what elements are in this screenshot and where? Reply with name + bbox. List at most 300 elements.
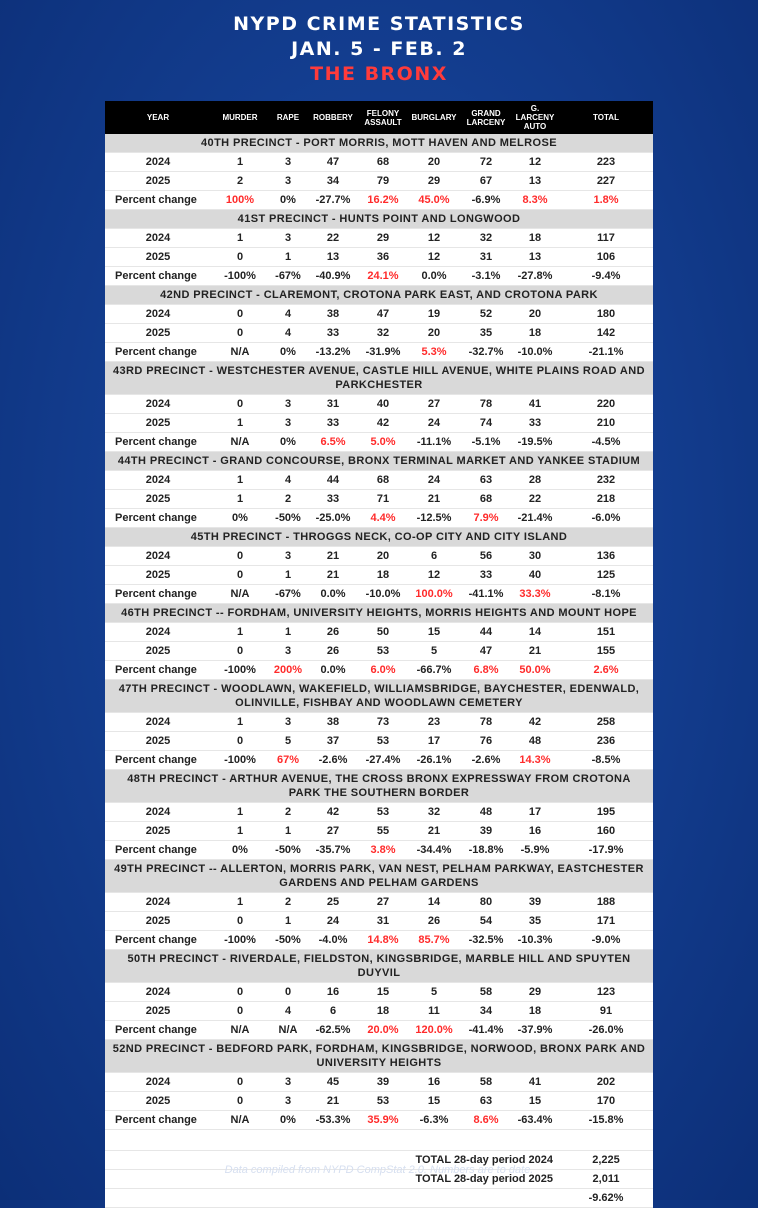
table-cell: 8.6% xyxy=(461,1111,511,1130)
table-cell: -10.3% xyxy=(511,931,559,950)
table-cell: 45 xyxy=(307,1073,359,1092)
precinct-name: 48TH PRECINCT - ARTHUR AVENUE, THE CROSS BRONX EXPRESSWAY FROM CROTONA PARK THE SOUTHERN BORDER xyxy=(105,770,653,803)
table-cell: 34 xyxy=(307,172,359,191)
table-cell: 76 xyxy=(461,732,511,751)
table-cell: 0 xyxy=(211,1073,269,1092)
table-cell: 0 xyxy=(211,1002,269,1021)
row-label: 2024 xyxy=(105,229,211,248)
table-cell: 0 xyxy=(211,642,269,661)
table-cell: -50% xyxy=(269,841,307,860)
table-cell: N/A xyxy=(211,1111,269,1130)
table-cell: 12 xyxy=(407,248,461,267)
year-row xyxy=(105,1073,653,1092)
table-cell: 13 xyxy=(511,172,559,191)
table-cell: 0 xyxy=(211,547,269,566)
row-label: 2025 xyxy=(105,324,211,343)
table-cell: 1 xyxy=(269,822,307,841)
table-cell: 1 xyxy=(211,414,269,433)
table-cell: -100% xyxy=(211,661,269,680)
percent-change-row xyxy=(105,433,653,452)
table-cell: 6.0% xyxy=(359,661,407,680)
table-cell: 67% xyxy=(269,751,307,770)
table-cell: 25 xyxy=(307,893,359,912)
table-cell: 35 xyxy=(511,912,559,931)
footnote: Data compiled from NYPD CompStat 2.0. Numbers are to date. xyxy=(224,1164,534,1176)
table-cell: 39 xyxy=(359,1073,407,1092)
table-cell: 220 xyxy=(559,395,653,414)
table-cell: 30 xyxy=(511,547,559,566)
precinct-header-row xyxy=(105,134,653,153)
table-cell: -66.7% xyxy=(407,661,461,680)
table-cell: 16 xyxy=(511,822,559,841)
table-cell: 26 xyxy=(307,623,359,642)
table-cell: -25.0% xyxy=(307,509,359,528)
table-cell: 78 xyxy=(461,713,511,732)
year-row xyxy=(105,983,653,1002)
table-cell: 3.8% xyxy=(359,841,407,860)
table-cell: -32.7% xyxy=(461,343,511,362)
row-label: 2025 xyxy=(105,732,211,751)
title-line-1: NYPD CRIME STATISTICS xyxy=(233,13,525,35)
table-cell: 37 xyxy=(307,732,359,751)
table-cell: 53 xyxy=(359,642,407,661)
column-header: G. LARCENY AUTO xyxy=(515,104,555,131)
total-value: -9.62% xyxy=(559,1189,653,1208)
table-cell: 2 xyxy=(269,490,307,509)
table-cell: N/A xyxy=(269,1021,307,1040)
table-cell: 31 xyxy=(307,395,359,414)
table-cell: -31.9% xyxy=(359,343,407,362)
table-cell: 34 xyxy=(461,1002,511,1021)
precinct-header-row xyxy=(105,860,653,893)
table-cell: 38 xyxy=(307,713,359,732)
precinct-name: 50TH PRECINCT - RIVERDALE, FIELDSTON, KINGSBRIDGE, MARBLE HILL AND SPUYTEN DUYVIL xyxy=(105,950,653,983)
table-cell: 6 xyxy=(407,547,461,566)
table-cell: 80 xyxy=(461,893,511,912)
table-cell: 47 xyxy=(359,305,407,324)
title-borough: THE BRONX xyxy=(310,63,448,85)
table-cell: 170 xyxy=(559,1092,653,1111)
table-cell: 0 xyxy=(211,732,269,751)
table-cell: 42 xyxy=(511,713,559,732)
table-cell: 1 xyxy=(269,912,307,931)
table-cell: 18 xyxy=(511,1002,559,1021)
table-cell: 2.6% xyxy=(559,661,653,680)
table-cell: 3 xyxy=(269,547,307,566)
table-cell: 20.0% xyxy=(359,1021,407,1040)
year-row xyxy=(105,1092,653,1111)
table-cell: 1 xyxy=(211,893,269,912)
table-cell: 0 xyxy=(211,566,269,585)
year-row xyxy=(105,822,653,841)
table-cell: -15.8% xyxy=(559,1111,653,1130)
table-cell: 18 xyxy=(511,324,559,343)
table-cell: 15 xyxy=(407,623,461,642)
table-cell: 39 xyxy=(511,893,559,912)
table-cell: 44 xyxy=(307,471,359,490)
row-label: 2025 xyxy=(105,414,211,433)
table-cell: 1 xyxy=(269,623,307,642)
row-label: Percent change xyxy=(105,509,211,528)
table-cell: 67 xyxy=(461,172,511,191)
total-value: 2,011 xyxy=(559,1170,653,1189)
year-row xyxy=(105,172,653,191)
table-cell: -37.9% xyxy=(511,1021,559,1040)
total-value: 2,225 xyxy=(559,1151,653,1170)
table-cell: 258 xyxy=(559,713,653,732)
row-label: 2024 xyxy=(105,1073,211,1092)
precinct-name: 47TH PRECINCT - WOODLAWN, WAKEFIELD, WILLIAMSBRIDGE, BAYCHESTER, EDENWALD, OLINVILLE, FISHBAY AND WOODLAWN CEMETERY xyxy=(105,680,653,713)
table-cell: 232 xyxy=(559,471,653,490)
table-cell: 21 xyxy=(307,566,359,585)
table-cell: -6.9% xyxy=(461,191,511,210)
table-cell: -11.1% xyxy=(407,433,461,452)
table-cell: 6.5% xyxy=(307,433,359,452)
table-cell: 4 xyxy=(269,305,307,324)
table-cell: 7.9% xyxy=(461,509,511,528)
precinct-header-row xyxy=(105,604,653,623)
table-cell: -21.1% xyxy=(559,343,653,362)
table-cell: 26 xyxy=(407,912,461,931)
table-cell: 63 xyxy=(461,471,511,490)
year-row xyxy=(105,229,653,248)
table-cell: 33 xyxy=(307,324,359,343)
table-cell: 180 xyxy=(559,305,653,324)
year-row xyxy=(105,305,653,324)
table-cell: 6 xyxy=(307,1002,359,1021)
table-cell: 1.8% xyxy=(559,191,653,210)
table-cell: -18.8% xyxy=(461,841,511,860)
table-cell: 12 xyxy=(407,566,461,585)
table-cell: 0.0% xyxy=(407,267,461,286)
table-cell: 14.8% xyxy=(359,931,407,950)
table-cell: 6.8% xyxy=(461,661,511,680)
year-row xyxy=(105,324,653,343)
year-row xyxy=(105,414,653,433)
table-cell: 202 xyxy=(559,1073,653,1092)
table-cell: -34.4% xyxy=(407,841,461,860)
table-cell: 3 xyxy=(269,414,307,433)
header xyxy=(0,12,758,87)
table-cell: 200% xyxy=(269,661,307,680)
table-cell: 2 xyxy=(211,172,269,191)
table-cell: 16.2% xyxy=(359,191,407,210)
table-cell: 120.0% xyxy=(407,1021,461,1040)
row-label: 2025 xyxy=(105,1002,211,1021)
table-cell: 24.1% xyxy=(359,267,407,286)
table-cell: -2.6% xyxy=(307,751,359,770)
table-cell: 3 xyxy=(269,153,307,172)
row-label: 2024 xyxy=(105,983,211,1002)
year-row xyxy=(105,395,653,414)
table-cell: 5 xyxy=(269,732,307,751)
table-cell: 58 xyxy=(461,983,511,1002)
precinct-name: 52ND PRECINCT - BEDFORD PARK, FORDHAM, KINGSBRIDGE, NORWOOD, BRONX PARK AND UNIVERSITY HEIGHTS xyxy=(105,1040,653,1073)
table-cell: -10.0% xyxy=(359,585,407,604)
table-cell: 33 xyxy=(461,566,511,585)
table-cell: 16 xyxy=(307,983,359,1002)
table-cell: -100% xyxy=(211,931,269,950)
table-cell: 106 xyxy=(559,248,653,267)
table-cell: 15 xyxy=(511,1092,559,1111)
row-label: 2024 xyxy=(105,471,211,490)
table-cell: 3 xyxy=(269,1092,307,1111)
row-label: Percent change xyxy=(105,751,211,770)
table-cell: 58 xyxy=(461,1073,511,1092)
table-cell: 0% xyxy=(269,1111,307,1130)
table-header-row xyxy=(105,101,653,134)
table-cell: 27 xyxy=(407,395,461,414)
table-cell: N/A xyxy=(211,1021,269,1040)
precinct-header-row xyxy=(105,950,653,983)
table-cell: 0% xyxy=(269,433,307,452)
table-cell: 3 xyxy=(269,1073,307,1092)
table-cell: 0 xyxy=(211,324,269,343)
table-cell: 155 xyxy=(559,642,653,661)
table-cell: 91 xyxy=(559,1002,653,1021)
table-cell: 35 xyxy=(461,324,511,343)
percent-change-row xyxy=(105,509,653,528)
percent-change-row xyxy=(105,585,653,604)
table-cell: -41.4% xyxy=(461,1021,511,1040)
table-cell: 0% xyxy=(269,191,307,210)
row-label: Percent change xyxy=(105,1021,211,1040)
table-cell: 20 xyxy=(407,324,461,343)
table-cell: 41 xyxy=(511,395,559,414)
precinct-header-row xyxy=(105,528,653,547)
table-cell: 26 xyxy=(307,642,359,661)
row-label: 2024 xyxy=(105,803,211,822)
column-header: GRAND LARCENY xyxy=(466,108,506,127)
table-cell: 100.0% xyxy=(407,585,461,604)
precinct-header-row xyxy=(105,1040,653,1073)
table-cell: 3 xyxy=(269,172,307,191)
table-cell: 19 xyxy=(407,305,461,324)
year-row xyxy=(105,490,653,509)
column-header: RAPE xyxy=(276,113,300,122)
table-cell: -27.8% xyxy=(511,267,559,286)
table-cell: 20 xyxy=(511,305,559,324)
table-cell: 21 xyxy=(307,1092,359,1111)
table-cell: 31 xyxy=(359,912,407,931)
table-cell: 17 xyxy=(407,732,461,751)
table-cell: -100% xyxy=(211,267,269,286)
table-cell: 48 xyxy=(461,803,511,822)
precinct-name: 40TH PRECINCT - PORT MORRIS, MOTT HAVEN AND MELROSE xyxy=(105,134,653,153)
table-cell: -27.7% xyxy=(307,191,359,210)
table-cell: 48 xyxy=(511,732,559,751)
table-cell: 22 xyxy=(307,229,359,248)
table-cell: 0 xyxy=(211,1092,269,1111)
table-cell: 18 xyxy=(359,566,407,585)
table-cell: -19.5% xyxy=(511,433,559,452)
table-cell: 123 xyxy=(559,983,653,1002)
table-cell: 73 xyxy=(359,713,407,732)
table-cell: 40 xyxy=(359,395,407,414)
table-cell: -6.0% xyxy=(559,509,653,528)
precinct-header-row xyxy=(105,680,653,713)
table-cell: 0% xyxy=(269,343,307,362)
table-cell: 20 xyxy=(407,153,461,172)
table-cell: 15 xyxy=(359,983,407,1002)
table-cell: 21 xyxy=(407,822,461,841)
row-label: 2025 xyxy=(105,1092,211,1111)
table-cell: -4.5% xyxy=(559,433,653,452)
table-cell: -100% xyxy=(211,751,269,770)
table-cell: 0 xyxy=(269,983,307,1002)
table-cell: 223 xyxy=(559,153,653,172)
table-cell: 13 xyxy=(307,248,359,267)
column-header: YEAR xyxy=(146,113,170,122)
table-cell: 5 xyxy=(407,642,461,661)
year-row xyxy=(105,623,653,642)
table-cell: 21 xyxy=(511,642,559,661)
table-cell: 0.0% xyxy=(307,585,359,604)
table-cell: 71 xyxy=(359,490,407,509)
table-cell: 50.0% xyxy=(511,661,559,680)
table-cell: 27 xyxy=(359,893,407,912)
table-cell: -9.0% xyxy=(559,931,653,950)
table-cell: 1 xyxy=(211,490,269,509)
row-label: 2024 xyxy=(105,623,211,642)
table-cell: -5.9% xyxy=(511,841,559,860)
table-cell: -41.1% xyxy=(461,585,511,604)
table-cell: 3 xyxy=(269,395,307,414)
crime-table xyxy=(105,101,653,1208)
percent-change-row xyxy=(105,841,653,860)
table-cell: 55 xyxy=(359,822,407,841)
precinct-header-row xyxy=(105,452,653,471)
table-cell: 218 xyxy=(559,490,653,509)
table-cell: 32 xyxy=(359,324,407,343)
year-row xyxy=(105,803,653,822)
table-cell: 5.3% xyxy=(407,343,461,362)
table-cell: 52 xyxy=(461,305,511,324)
table-cell: 33 xyxy=(307,414,359,433)
row-label: Percent change xyxy=(105,343,211,362)
percent-change-row xyxy=(105,191,653,210)
table-cell: 1 xyxy=(211,822,269,841)
table-cell: 53 xyxy=(359,732,407,751)
table-cell: 136 xyxy=(559,547,653,566)
table-cell: -32.5% xyxy=(461,931,511,950)
year-row xyxy=(105,1002,653,1021)
column-header: ROBBERY xyxy=(313,113,353,122)
table-cell: 2 xyxy=(269,803,307,822)
table-cell: 227 xyxy=(559,172,653,191)
table-cell: 24 xyxy=(407,471,461,490)
table-cell: -6.3% xyxy=(407,1111,461,1130)
table-cell: 0 xyxy=(211,248,269,267)
table-cell: 12 xyxy=(407,229,461,248)
table-cell: 1 xyxy=(269,566,307,585)
table-cell: 0 xyxy=(211,395,269,414)
total-label: TOTAL 28-day period 2024 xyxy=(407,1151,559,1170)
table-cell: 188 xyxy=(559,893,653,912)
table-cell: 17 xyxy=(511,803,559,822)
table-cell: -67% xyxy=(269,267,307,286)
table-cell: 72 xyxy=(461,153,511,172)
table-cell: 171 xyxy=(559,912,653,931)
table-cell: 1 xyxy=(211,803,269,822)
row-label: Percent change xyxy=(105,267,211,286)
table-cell: 20 xyxy=(359,547,407,566)
table-cell: 5 xyxy=(407,983,461,1002)
table-cell: 31 xyxy=(461,248,511,267)
table-cell: 1 xyxy=(211,471,269,490)
table-cell: 32 xyxy=(461,229,511,248)
table-cell: 18 xyxy=(511,229,559,248)
year-row xyxy=(105,153,653,172)
table-cell: N/A xyxy=(211,433,269,452)
row-label: 2024 xyxy=(105,305,211,324)
table-cell: 29 xyxy=(359,229,407,248)
table-cell: 18 xyxy=(359,1002,407,1021)
table-cell: 1 xyxy=(211,623,269,642)
table-cell: 33 xyxy=(307,490,359,509)
table-cell: -62.5% xyxy=(307,1021,359,1040)
table-cell: 78 xyxy=(461,395,511,414)
table-cell: 35.9% xyxy=(359,1111,407,1130)
table-cell: 12 xyxy=(511,153,559,172)
table-cell: 41 xyxy=(511,1073,559,1092)
table-cell: 0% xyxy=(211,509,269,528)
table-cell: -9.4% xyxy=(559,267,653,286)
year-row xyxy=(105,471,653,490)
title-line-2: JAN. 5 - FEB. 2 xyxy=(291,38,467,60)
table-cell: 68 xyxy=(461,490,511,509)
table-cell: 54 xyxy=(461,912,511,931)
table-cell: 56 xyxy=(461,547,511,566)
percent-change-row xyxy=(105,661,653,680)
table-cell: -2.6% xyxy=(461,751,511,770)
table-cell: 2 xyxy=(269,893,307,912)
table-cell: 23 xyxy=(407,713,461,732)
table-cell: 210 xyxy=(559,414,653,433)
table-cell: -5.1% xyxy=(461,433,511,452)
row-label: Percent change xyxy=(105,931,211,950)
precinct-name: 41ST PRECINCT - HUNTS POINT AND LONGWOOD xyxy=(105,210,653,229)
table-cell: -12.5% xyxy=(407,509,461,528)
table-cell: 44 xyxy=(461,623,511,642)
column-header: TOTAL xyxy=(593,113,619,122)
table-cell: 1 xyxy=(211,713,269,732)
row-label: Percent change xyxy=(105,841,211,860)
row-label: 2025 xyxy=(105,642,211,661)
table-cell: 4 xyxy=(269,471,307,490)
precinct-name: 43RD PRECINCT - WESTCHESTER AVENUE, CASTLE HILL AVENUE, WHITE PLAINS ROAD AND PARKCHESTER xyxy=(105,362,653,395)
table-cell: 3 xyxy=(269,713,307,732)
table-cell: N/A xyxy=(211,343,269,362)
table-cell: -8.1% xyxy=(559,585,653,604)
table-cell: 47 xyxy=(307,153,359,172)
table-cell: 28 xyxy=(511,471,559,490)
row-label: 2025 xyxy=(105,248,211,267)
percent-change-row xyxy=(105,751,653,770)
year-row xyxy=(105,248,653,267)
table-cell: 53 xyxy=(359,803,407,822)
table-cell: 0.0% xyxy=(307,661,359,680)
table-cell: 74 xyxy=(461,414,511,433)
table-cell: 195 xyxy=(559,803,653,822)
table-cell: 3 xyxy=(269,642,307,661)
table-cell: 85.7% xyxy=(407,931,461,950)
table-cell: 1 xyxy=(269,248,307,267)
precinct-header-row xyxy=(105,770,653,803)
table-cell: 50 xyxy=(359,623,407,642)
table-cell: -67% xyxy=(269,585,307,604)
table-cell: 33 xyxy=(511,414,559,433)
